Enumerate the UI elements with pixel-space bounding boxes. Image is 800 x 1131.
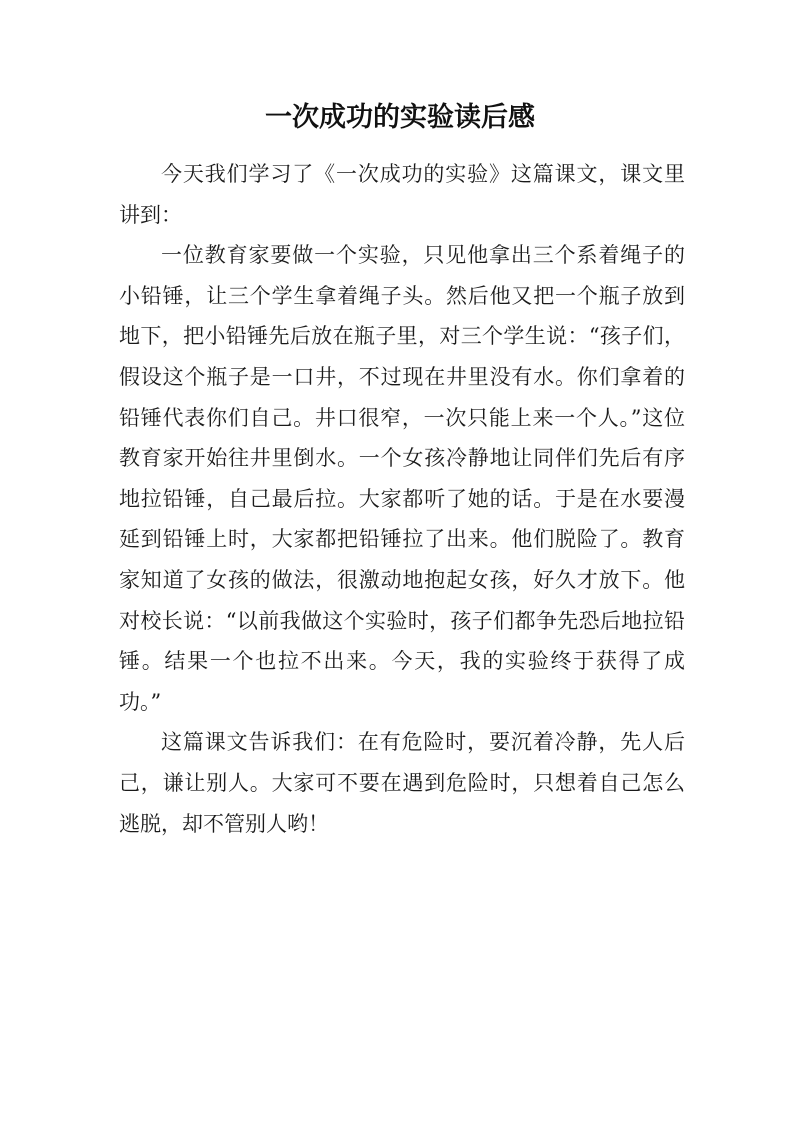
paragraph-conclusion: 这篇课文告诉我们：在有危险时，要沉着冷静，先人后己，谦让别人。大家可不要在遇到危险时，只想着自己怎么逃脱，却不管别人哟！ [119,730,685,836]
document-body [119,154,685,844]
paragraph-intro: 今天我们学习了《一次成功的实验》这篇课文，课文里讲到： [119,162,685,227]
document-title: 一次成功的实验读后感 [265,102,535,133]
paragraph-story: 一位教育家要做一个实验，只见他拿出三个系着绳子的小铅锤，让三个学生拿着绳子头。然后他又把一个瓶子放到地下，把小铅锤先后放在瓶子里，对三个学生说：“孩子们，假设这个瓶子是一口井，不过现在井里没有水。你们拿着的铅锤代表你们自己。井口很窄，一次只能上来一个人。”这位教育家开始往井里倒水。一个女孩冷静地让同伴们先后有序地拉铅锤，自己最后拉。大家都听了她的话。于是在水要漫延到铅锤上时，大家都把铅锤拉了出来。他们脱险了。教育家知道了女孩的做法，很激动地抱起女孩，好久才放下。他对校长说：“以前我做这个实验时，孩子们都争先恐后地拉铅锤。结果一个也拉不出来。今天，我的实验终于获得了成功。” [119,243,685,714]
